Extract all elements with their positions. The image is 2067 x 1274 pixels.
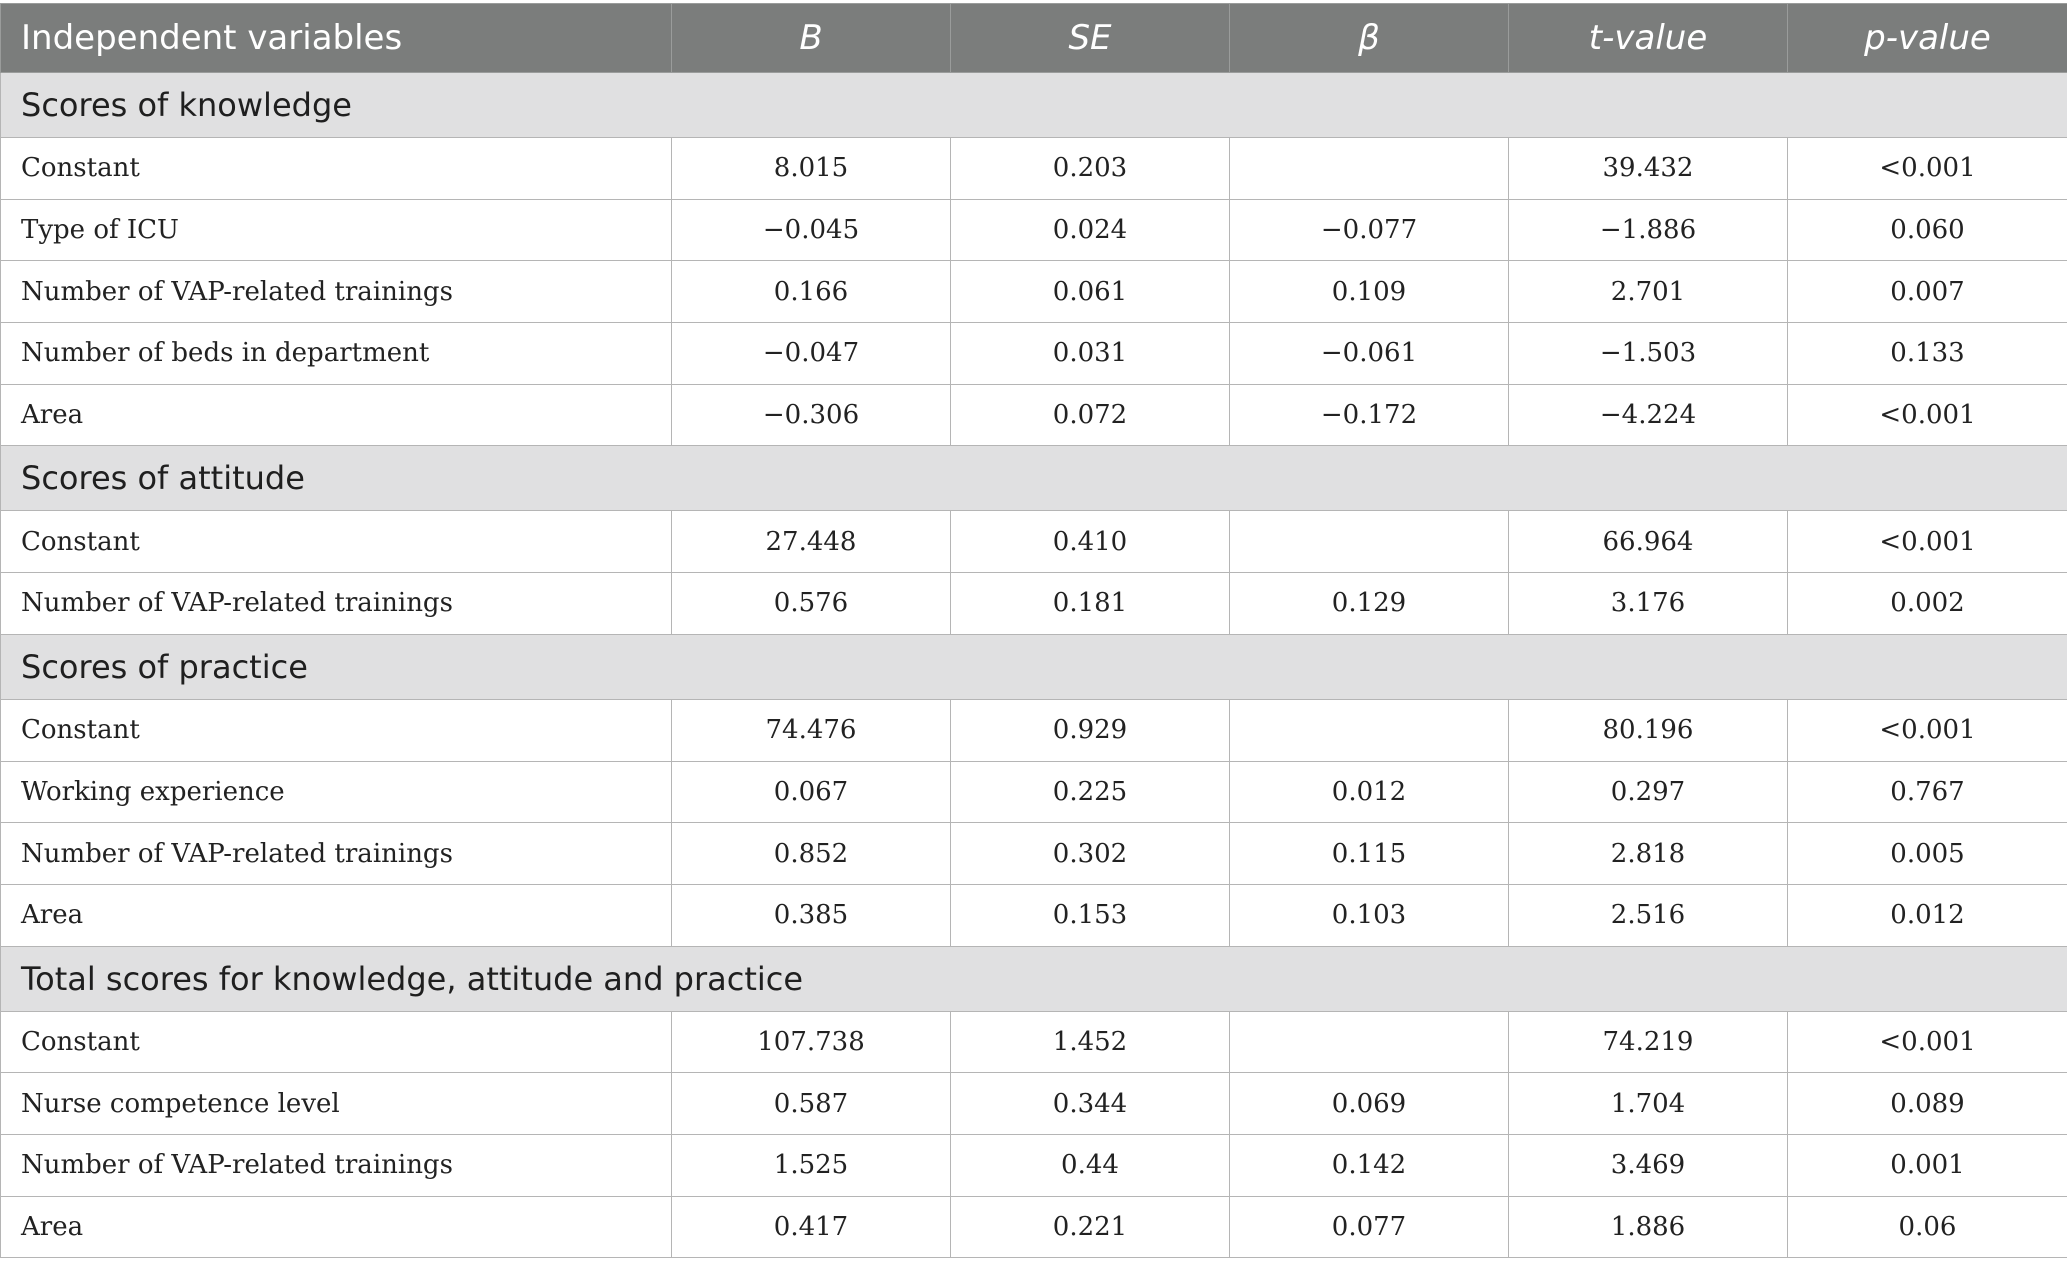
- b-cell: 0.067: [672, 761, 951, 823]
- b-cell: 107.738: [672, 1011, 951, 1073]
- variable-cell: Area: [1, 384, 672, 446]
- b-cell: 0.852: [672, 823, 951, 885]
- se-cell: 0.203: [951, 138, 1230, 200]
- table-row: [1, 884, 2067, 946]
- p-cell: <0.001: [1788, 699, 2067, 761]
- p-cell: 0.007: [1788, 261, 2067, 323]
- t-cell: −1.503: [1509, 323, 1788, 385]
- section-header-row: [1, 446, 2067, 511]
- table-row: [1, 1011, 2067, 1073]
- section-header-row: [1, 73, 2067, 138]
- t-cell: −4.224: [1509, 384, 1788, 446]
- p-cell: <0.001: [1788, 1011, 2067, 1073]
- section-title: Total scores for knowledge, attitude and practice: [1, 946, 2067, 1011]
- table-row: [1, 1134, 2067, 1196]
- b-cell: −0.306: [672, 384, 951, 446]
- t-cell: 80.196: [1509, 699, 1788, 761]
- b-cell: 0.417: [672, 1196, 951, 1258]
- beta-cell: 0.129: [1230, 573, 1509, 635]
- t-cell: −1.886: [1509, 199, 1788, 261]
- section-title: Scores of attitude: [1, 446, 2067, 511]
- p-cell: 0.06: [1788, 1196, 2067, 1258]
- se-cell: 1.452: [951, 1011, 1230, 1073]
- p-cell: <0.001: [1788, 384, 2067, 446]
- header-b: B: [672, 4, 951, 73]
- p-cell: 0.133: [1788, 323, 2067, 385]
- variable-cell: Constant: [1, 511, 672, 573]
- beta-cell: [1230, 138, 1509, 200]
- header-t-value: t-value: [1509, 4, 1788, 73]
- b-cell: 1.525: [672, 1134, 951, 1196]
- variable-cell: Area: [1, 884, 672, 946]
- t-cell: 3.469: [1509, 1134, 1788, 1196]
- b-cell: 0.166: [672, 261, 951, 323]
- variable-cell: Number of VAP-related trainings: [1, 1134, 672, 1196]
- p-cell: 0.089: [1788, 1073, 2067, 1135]
- t-cell: 0.297: [1509, 761, 1788, 823]
- table-row: [1, 261, 2067, 323]
- table-row: [1, 323, 2067, 385]
- p-cell: 0.005: [1788, 823, 2067, 885]
- table-row: [1, 384, 2067, 446]
- b-cell: −0.047: [672, 323, 951, 385]
- variable-cell: Nurse competence level: [1, 1073, 672, 1135]
- b-cell: 74.476: [672, 699, 951, 761]
- header-p-value: p-value: [1788, 4, 2067, 73]
- t-cell: 74.219: [1509, 1011, 1788, 1073]
- variable-cell: Constant: [1, 699, 672, 761]
- b-cell: 0.587: [672, 1073, 951, 1135]
- beta-cell: −0.077: [1230, 199, 1509, 261]
- beta-cell: 0.103: [1230, 884, 1509, 946]
- se-cell: 0.344: [951, 1073, 1230, 1135]
- se-cell: 0.410: [951, 511, 1230, 573]
- se-cell: 0.302: [951, 823, 1230, 885]
- se-cell: 0.221: [951, 1196, 1230, 1258]
- t-cell: 3.176: [1509, 573, 1788, 635]
- header-se: SE: [951, 4, 1230, 73]
- section-header-row: [1, 946, 2067, 1011]
- table-row: [1, 511, 2067, 573]
- t-cell: 39.432: [1509, 138, 1788, 200]
- se-cell: 0.225: [951, 761, 1230, 823]
- regression-table: [0, 3, 2067, 1258]
- t-cell: 1.886: [1509, 1196, 1788, 1258]
- p-cell: <0.001: [1788, 511, 2067, 573]
- header-independent-variables: Independent variables: [1, 4, 672, 73]
- se-cell: 0.061: [951, 261, 1230, 323]
- table-row: [1, 823, 2067, 885]
- table-row: [1, 199, 2067, 261]
- t-cell: 2.516: [1509, 884, 1788, 946]
- se-cell: 0.181: [951, 573, 1230, 635]
- beta-cell: 0.142: [1230, 1134, 1509, 1196]
- se-cell: 0.44: [951, 1134, 1230, 1196]
- section-title: Scores of practice: [1, 634, 2067, 699]
- variable-cell: Number of VAP-related trainings: [1, 261, 672, 323]
- se-cell: 0.031: [951, 323, 1230, 385]
- variable-cell: Area: [1, 1196, 672, 1258]
- se-cell: 0.072: [951, 384, 1230, 446]
- table-row: [1, 1196, 2067, 1258]
- beta-cell: 0.077: [1230, 1196, 1509, 1258]
- table-row: [1, 761, 2067, 823]
- p-cell: 0.001: [1788, 1134, 2067, 1196]
- t-cell: 1.704: [1509, 1073, 1788, 1135]
- p-cell: 0.012: [1788, 884, 2067, 946]
- variable-cell: Constant: [1, 1011, 672, 1073]
- variable-cell: Number of beds in department: [1, 323, 672, 385]
- se-cell: 0.153: [951, 884, 1230, 946]
- variable-cell: Working experience: [1, 761, 672, 823]
- beta-cell: 0.115: [1230, 823, 1509, 885]
- beta-cell: [1230, 1011, 1509, 1073]
- b-cell: −0.045: [672, 199, 951, 261]
- p-cell: 0.002: [1788, 573, 2067, 635]
- section-header-row: [1, 634, 2067, 699]
- p-cell: 0.767: [1788, 761, 2067, 823]
- beta-cell: [1230, 511, 1509, 573]
- table-row: [1, 138, 2067, 200]
- t-cell: 2.701: [1509, 261, 1788, 323]
- b-cell: 0.576: [672, 573, 951, 635]
- beta-cell: 0.069: [1230, 1073, 1509, 1135]
- beta-cell: 0.109: [1230, 261, 1509, 323]
- p-cell: 0.060: [1788, 199, 2067, 261]
- variable-cell: Number of VAP-related trainings: [1, 823, 672, 885]
- beta-cell: −0.172: [1230, 384, 1509, 446]
- variable-cell: Type of ICU: [1, 199, 672, 261]
- beta-cell: 0.012: [1230, 761, 1509, 823]
- variable-cell: Constant: [1, 138, 672, 200]
- table-row: [1, 699, 2067, 761]
- se-cell: 0.929: [951, 699, 1230, 761]
- b-cell: 0.385: [672, 884, 951, 946]
- t-cell: 66.964: [1509, 511, 1788, 573]
- b-cell: 8.015: [672, 138, 951, 200]
- table-row: [1, 573, 2067, 635]
- header-row: [1, 4, 2067, 73]
- p-cell: <0.001: [1788, 138, 2067, 200]
- section-title: Scores of knowledge: [1, 73, 2067, 138]
- b-cell: 27.448: [672, 511, 951, 573]
- beta-cell: [1230, 699, 1509, 761]
- header-beta: β: [1230, 4, 1509, 73]
- variable-cell: Number of VAP-related trainings: [1, 573, 672, 635]
- table-row: [1, 1073, 2067, 1135]
- t-cell: 2.818: [1509, 823, 1788, 885]
- beta-cell: −0.061: [1230, 323, 1509, 385]
- se-cell: 0.024: [951, 199, 1230, 261]
